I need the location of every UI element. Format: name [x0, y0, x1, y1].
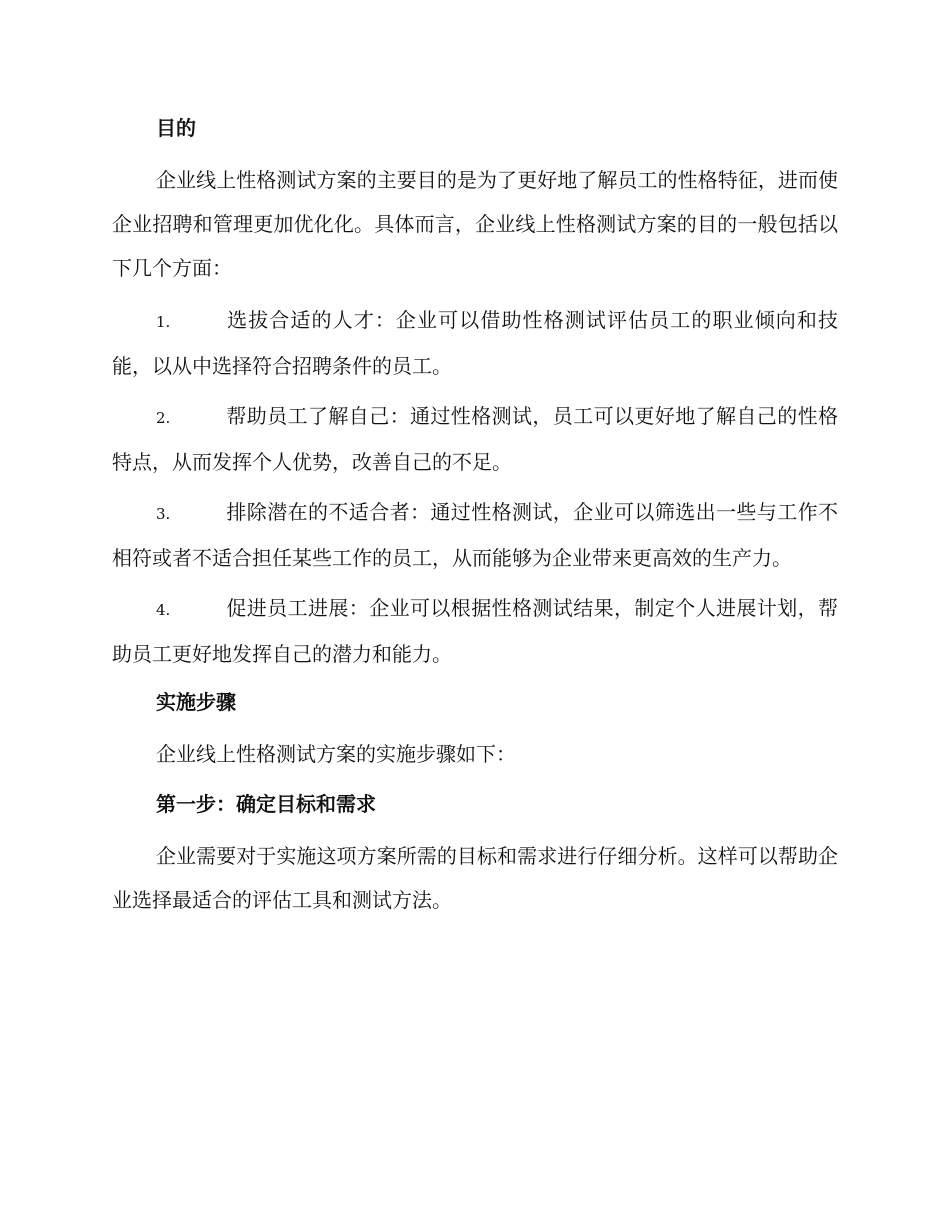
list-item-text: 促进员工进展：企业可以根据性格测试结果，制定个人进展计划，帮助员工更好地发挥自己的潜力和能力。 [112, 596, 838, 666]
list-item-text: 选拔合适的人才：企业可以借助性格测试评估员工的职业倾向和技能，以从中选择符合招聘条件的员工。 [112, 308, 838, 378]
section-heading-steps: 实施步骤 [156, 690, 236, 714]
list-item-text: 排除潜在的不适合者：通过性格测试，企业可以筛选出一些与工作不相符或者不适合担任某些工作的员工，从而能够为企业带来更高效的生产力。 [112, 500, 838, 570]
list-item-number: 4. [156, 601, 171, 619]
list-item-text: 帮助员工了解自己：通过性格测试，员工可以更好地了解自己的性格特点，从而发挥个人优势，改善自己的不足。 [112, 404, 838, 474]
section-heading-step-one: 第一步：确定目标和需求 [156, 792, 376, 816]
list-item-number: 3. [156, 505, 171, 523]
steps-intro-paragraph: 企业线上性格测试方案的实施步骤如下： [156, 742, 516, 766]
list-item [112, 298, 838, 388]
list-item [112, 394, 838, 484]
list-item [112, 490, 838, 580]
list-item [112, 586, 838, 676]
step-one-paragraph: 企业需要对于实施这项方案所需的目标和需求进行仔细分析。这样可以帮助企业选择最适合的评估工具和测试方法。 [112, 844, 838, 912]
list-item-number: 2. [156, 409, 171, 427]
list-item-number: 1. [156, 313, 171, 331]
section-heading-purpose: 目的 [156, 116, 196, 140]
document-page [112, 108, 838, 930]
purpose-intro-paragraph: 企业线上性格测试方案的主要目的是为了更好地了解员工的性格特征，进而使企业招聘和管理更加优化化。具体而言，企业线上性格测试方案的目的一般包括以下几个方面： [112, 168, 838, 280]
